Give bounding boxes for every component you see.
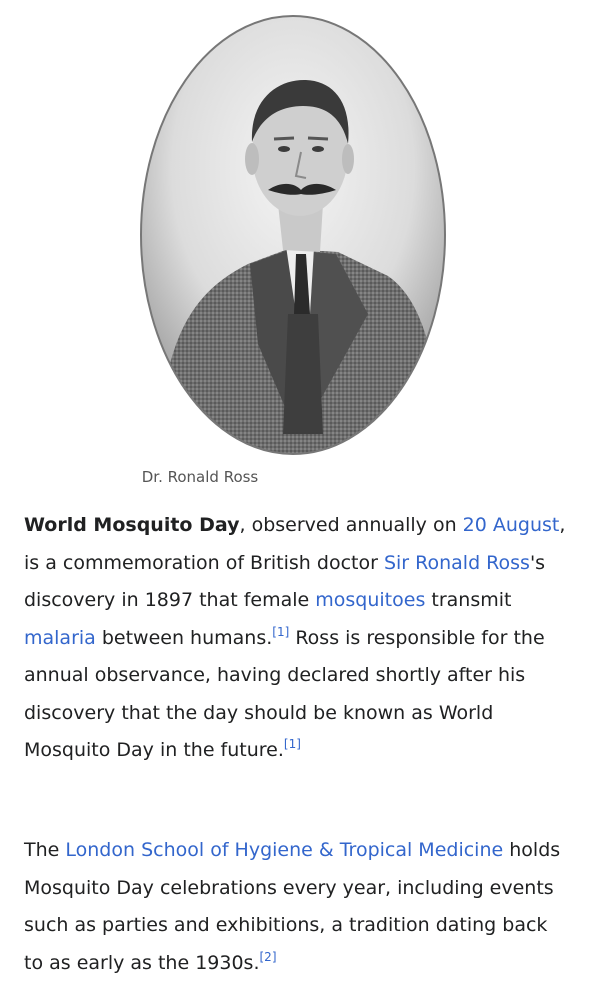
citation-ref-1b[interactable]: [1] [283,737,301,751]
link-malaria[interactable]: malaria [24,626,96,649]
article-title-bold: World Mosquito Day [24,514,240,536]
citation-ref-1[interactable]: [1] [272,624,290,639]
citation-ref-2[interactable]: [2] [259,949,277,964]
portrait-image[interactable] [138,14,448,456]
article-paragraph-2: The London School of Hygiene & Tropical Medicine holds Mosquito Day celebrations every year, including events such as parties and exhibitions, a tradition dating back to as early as the 1930s.[2] [24,839,561,974]
link-20-august[interactable]: 20 August [462,514,560,536]
portrait-photo [138,14,448,456]
figure-caption: Dr. Ronald Ross [141,468,259,486]
link-sir-ronald-ross[interactable]: Sir Ronald Ross [383,551,530,574]
link-mosquitoes[interactable]: mosquitoes [315,589,426,611]
link-london-school[interactable]: London School of Hygiene & Tropical Medicine [65,839,504,861]
article-paragraph-1: World Mosquito Day, observed annually on 20 August, is a commemoration of British doctor Sir Ronald Ross's discovery in 1897 that female mosquitoes transmit malaria between humans.[1] Ross is responsible for the annual observance, having declared shortly after his discovery that the day should be known as World Mosquito Day in the future.[1] [24,514,566,761]
